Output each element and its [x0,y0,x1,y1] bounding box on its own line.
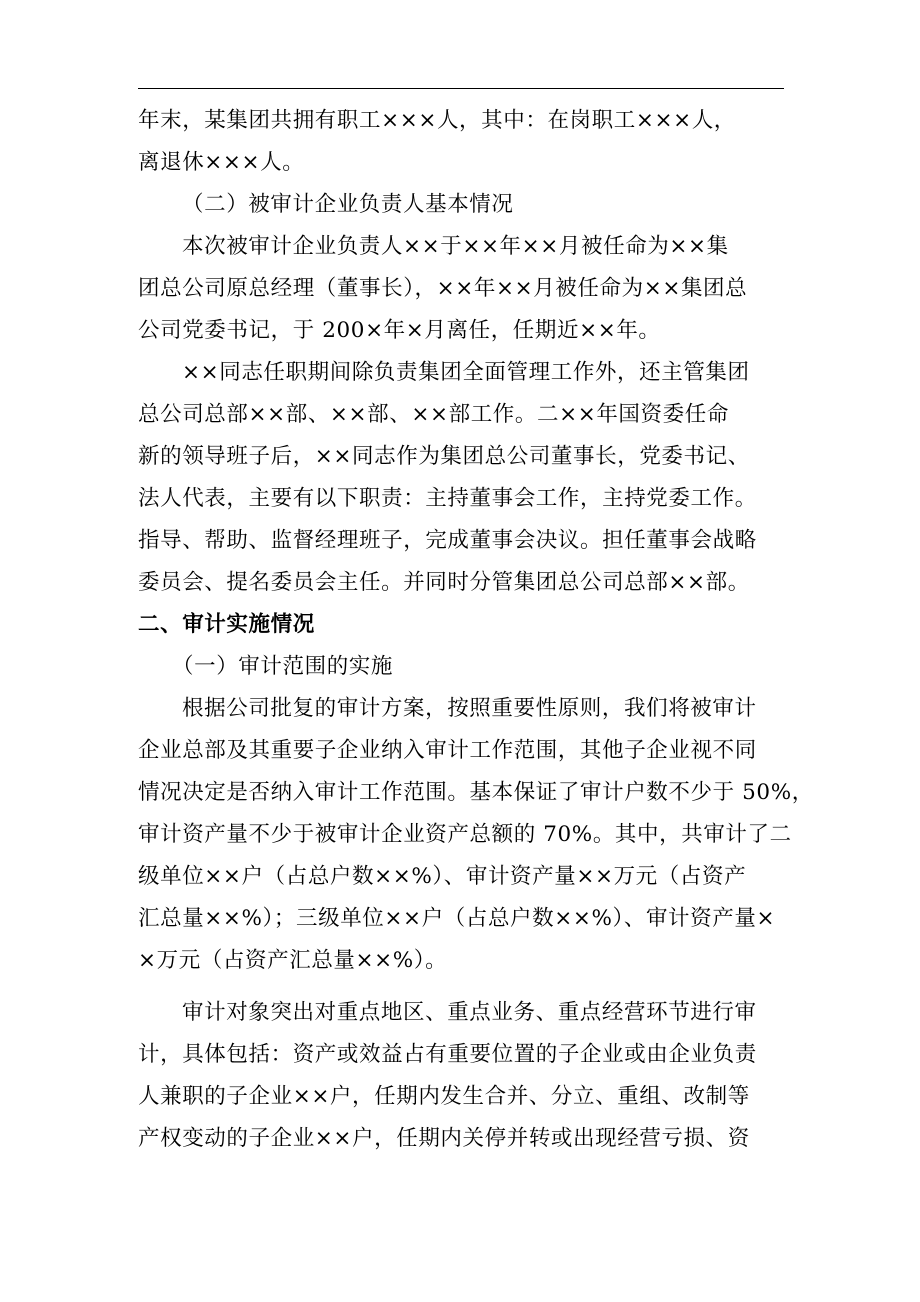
text-line: 审计资产量不少于被审计企业资产总额的 70%。其中，共审计了二 [138,822,792,847]
text-line: 审计对象突出对重点地区、重点业务、重点经营环节进行审 [182,1000,757,1025]
header-rule [138,88,784,89]
text-line: 根据公司批复的审计方案，按照重要性原则，我们将被审计 [182,696,757,721]
text-line: 总公司总部××部、××部、××部工作。二××年国资委任命 [138,402,729,427]
text-line: 企业总部及其重要子企业纳入审计工作范围，其他子企业视不同 [138,738,757,763]
text-line: 计，具体包括：资产或效益占有重要位置的子企业或由企业负责 [138,1042,757,1067]
text-line: 人兼职的子企业××户，任期内发生合并、分立、重组、改制等 [138,1084,750,1109]
text-line: 年末，某集团共拥有职工×××人，其中：在岗职工×××人， [138,108,736,133]
text-line: 汇总量××%）；三级单位××户（占总户数××%）、审计资产量× [138,906,776,931]
text-line: 公司党委书记，于 200×年×月离任，任期近××年。 [138,318,661,343]
text-line: 法人代表，主要有以下职责：主持董事会工作，主持党委工作。 [138,486,757,511]
text-line: 指导、帮助、监督经理班子，完成董事会决议。担任董事会战略 [138,528,757,553]
text-line: 团总公司原总经理（董事长），××年××月被任命为××集团总 [138,276,748,301]
text-line: 离退休×××人。 [138,150,305,175]
text-line: 级单位××户（占总户数××%）、审计资产量××万元（占资产 [138,864,747,889]
text-line: 情况决定是否纳入审计工作范围。基本保证了审计户数不少于 50%， [138,780,814,805]
text-line: 委员会、提名委员会主任。并同时分管集团总公司总部××部。 [138,570,750,595]
section-heading: （一）审计范围的实施 [172,654,394,679]
section-heading: （二）被审计企业负责人基本情况 [182,192,514,217]
text-line: 产权变动的子企业××户，任期内关停并转或出现经营亏损、资 [138,1126,750,1151]
text-line: ××同志任职期间除负责集团全面管理工作外，还主管集团 [182,360,750,385]
text-line: ×万元（占资产汇总量××%）。 [138,948,448,973]
body-text [138,100,814,1160]
text-line: 本次被审计企业负责人××于××年××月被任命为××集 [182,234,729,259]
text-line: 新的领导班子后，××同志作为集团总公司董事长，党委书记、 [138,444,750,469]
chapter-heading: 二、审计实施情况 [138,612,315,637]
